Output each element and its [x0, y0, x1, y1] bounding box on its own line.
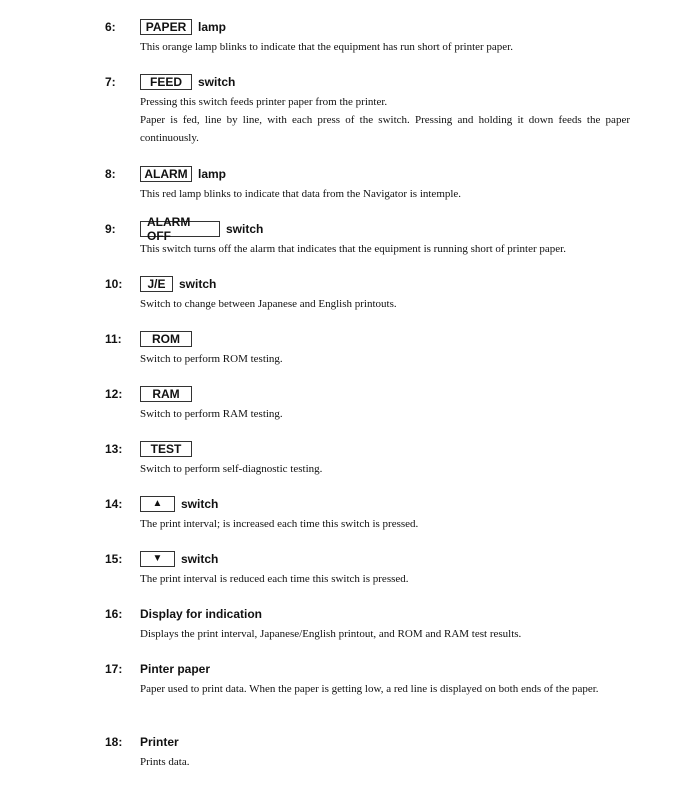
item-description — [140, 460, 630, 478]
description-line: Switch to perform ROM testing. — [140, 353, 283, 365]
item-number: 6: — [105, 20, 116, 34]
item-suffix: switch — [179, 277, 217, 291]
description-line: Switch to change between Japanese and English printouts. — [140, 298, 397, 310]
paper-lamp-key: PAPER — [140, 19, 192, 35]
item-number: 9: — [105, 222, 116, 236]
item-description — [140, 240, 630, 258]
down-arrow-switch-key: ▼ — [140, 551, 175, 567]
item-number: 10: — [105, 277, 123, 291]
item-suffix: lamp — [198, 20, 227, 34]
item-heading — [140, 386, 198, 402]
item-suffix: switch — [198, 75, 236, 89]
item-number: 12: — [105, 387, 123, 401]
description-line: This red lamp blinks to indicate that data from the Navigator is intemple. — [140, 188, 462, 200]
description-line: Switch to perform self-diagnostic testing. — [140, 463, 323, 475]
item-suffix: lamp — [198, 167, 227, 181]
item-description — [140, 680, 630, 698]
item-heading — [140, 19, 226, 35]
item-number: 15: — [105, 552, 123, 566]
item-number: 11: — [105, 332, 122, 346]
item-number: 7: — [105, 75, 116, 89]
item-number: 13: — [105, 442, 123, 456]
item-title: Pinter paper — [140, 662, 211, 676]
item-suffix: switch — [226, 222, 264, 236]
item-number: 8: — [105, 167, 116, 181]
item-number: 17: — [105, 662, 123, 676]
item-description — [140, 350, 630, 368]
item-suffix: switch — [181, 552, 219, 566]
item-heading — [140, 734, 179, 750]
item-suffix: switch — [181, 497, 219, 511]
item-description — [140, 405, 630, 423]
item-heading — [140, 276, 216, 292]
alarm-off-switch-key: ALARM OFF — [140, 221, 220, 237]
description-line: Prints data. — [140, 756, 190, 768]
item-heading — [140, 74, 235, 90]
description-line: This switch turns off the alarm that indicates that the equipment is running short of printer paper. — [140, 243, 566, 255]
test-switch-key: TEST — [140, 441, 192, 457]
item-description — [140, 570, 630, 588]
item-number: 16: — [105, 607, 123, 621]
item-heading — [140, 215, 264, 243]
description-line: Switch to perform RAM testing. — [140, 408, 283, 420]
up-arrow-switch-key: ▲ — [140, 496, 175, 512]
item-description — [140, 185, 630, 203]
item-heading — [140, 331, 198, 347]
item-heading — [140, 496, 218, 512]
item-description — [140, 625, 630, 643]
item-description — [140, 295, 630, 313]
description-line: The print interval is reduced each time this switch is pressed. — [140, 573, 409, 585]
item-title: Display for indication — [140, 607, 263, 621]
item-description — [140, 753, 630, 771]
description-line: This orange lamp blinks to indicate that the equipment has run short of printer paper. — [140, 41, 513, 53]
item-heading — [140, 166, 226, 182]
alarm-lamp-key: ALARM — [140, 166, 192, 182]
item-heading — [140, 606, 262, 622]
ram-switch-key: RAM — [140, 386, 192, 402]
description-line: Displays the print interval, Japanese/English printout, and ROM and RAM test results. — [140, 628, 522, 640]
item-title: Printer — [140, 735, 179, 749]
description-line: Paper is fed, line by line, with each press of the switch. Pressing and holding it down feeds the paper continuously. — [140, 114, 630, 144]
feed-switch-key: FEED — [140, 74, 192, 90]
item-number: 18: — [105, 735, 123, 749]
description-line: The print interval; is increased each time this switch is pressed. — [140, 518, 419, 530]
item-heading — [140, 551, 218, 567]
item-description — [140, 38, 630, 56]
item-description — [140, 515, 630, 533]
item-heading — [140, 661, 210, 677]
je-switch-key: J/E — [140, 276, 173, 292]
item-heading — [140, 441, 198, 457]
description-line: Pressing this switch feeds printer paper from the printer. — [140, 96, 388, 108]
item-description — [140, 93, 630, 147]
rom-switch-key: ROM — [140, 331, 192, 347]
item-number: 14: — [105, 497, 123, 511]
description-line: Paper used to print data. When the paper is getting low, a red line is displayed on both ends of the paper. — [140, 683, 599, 695]
